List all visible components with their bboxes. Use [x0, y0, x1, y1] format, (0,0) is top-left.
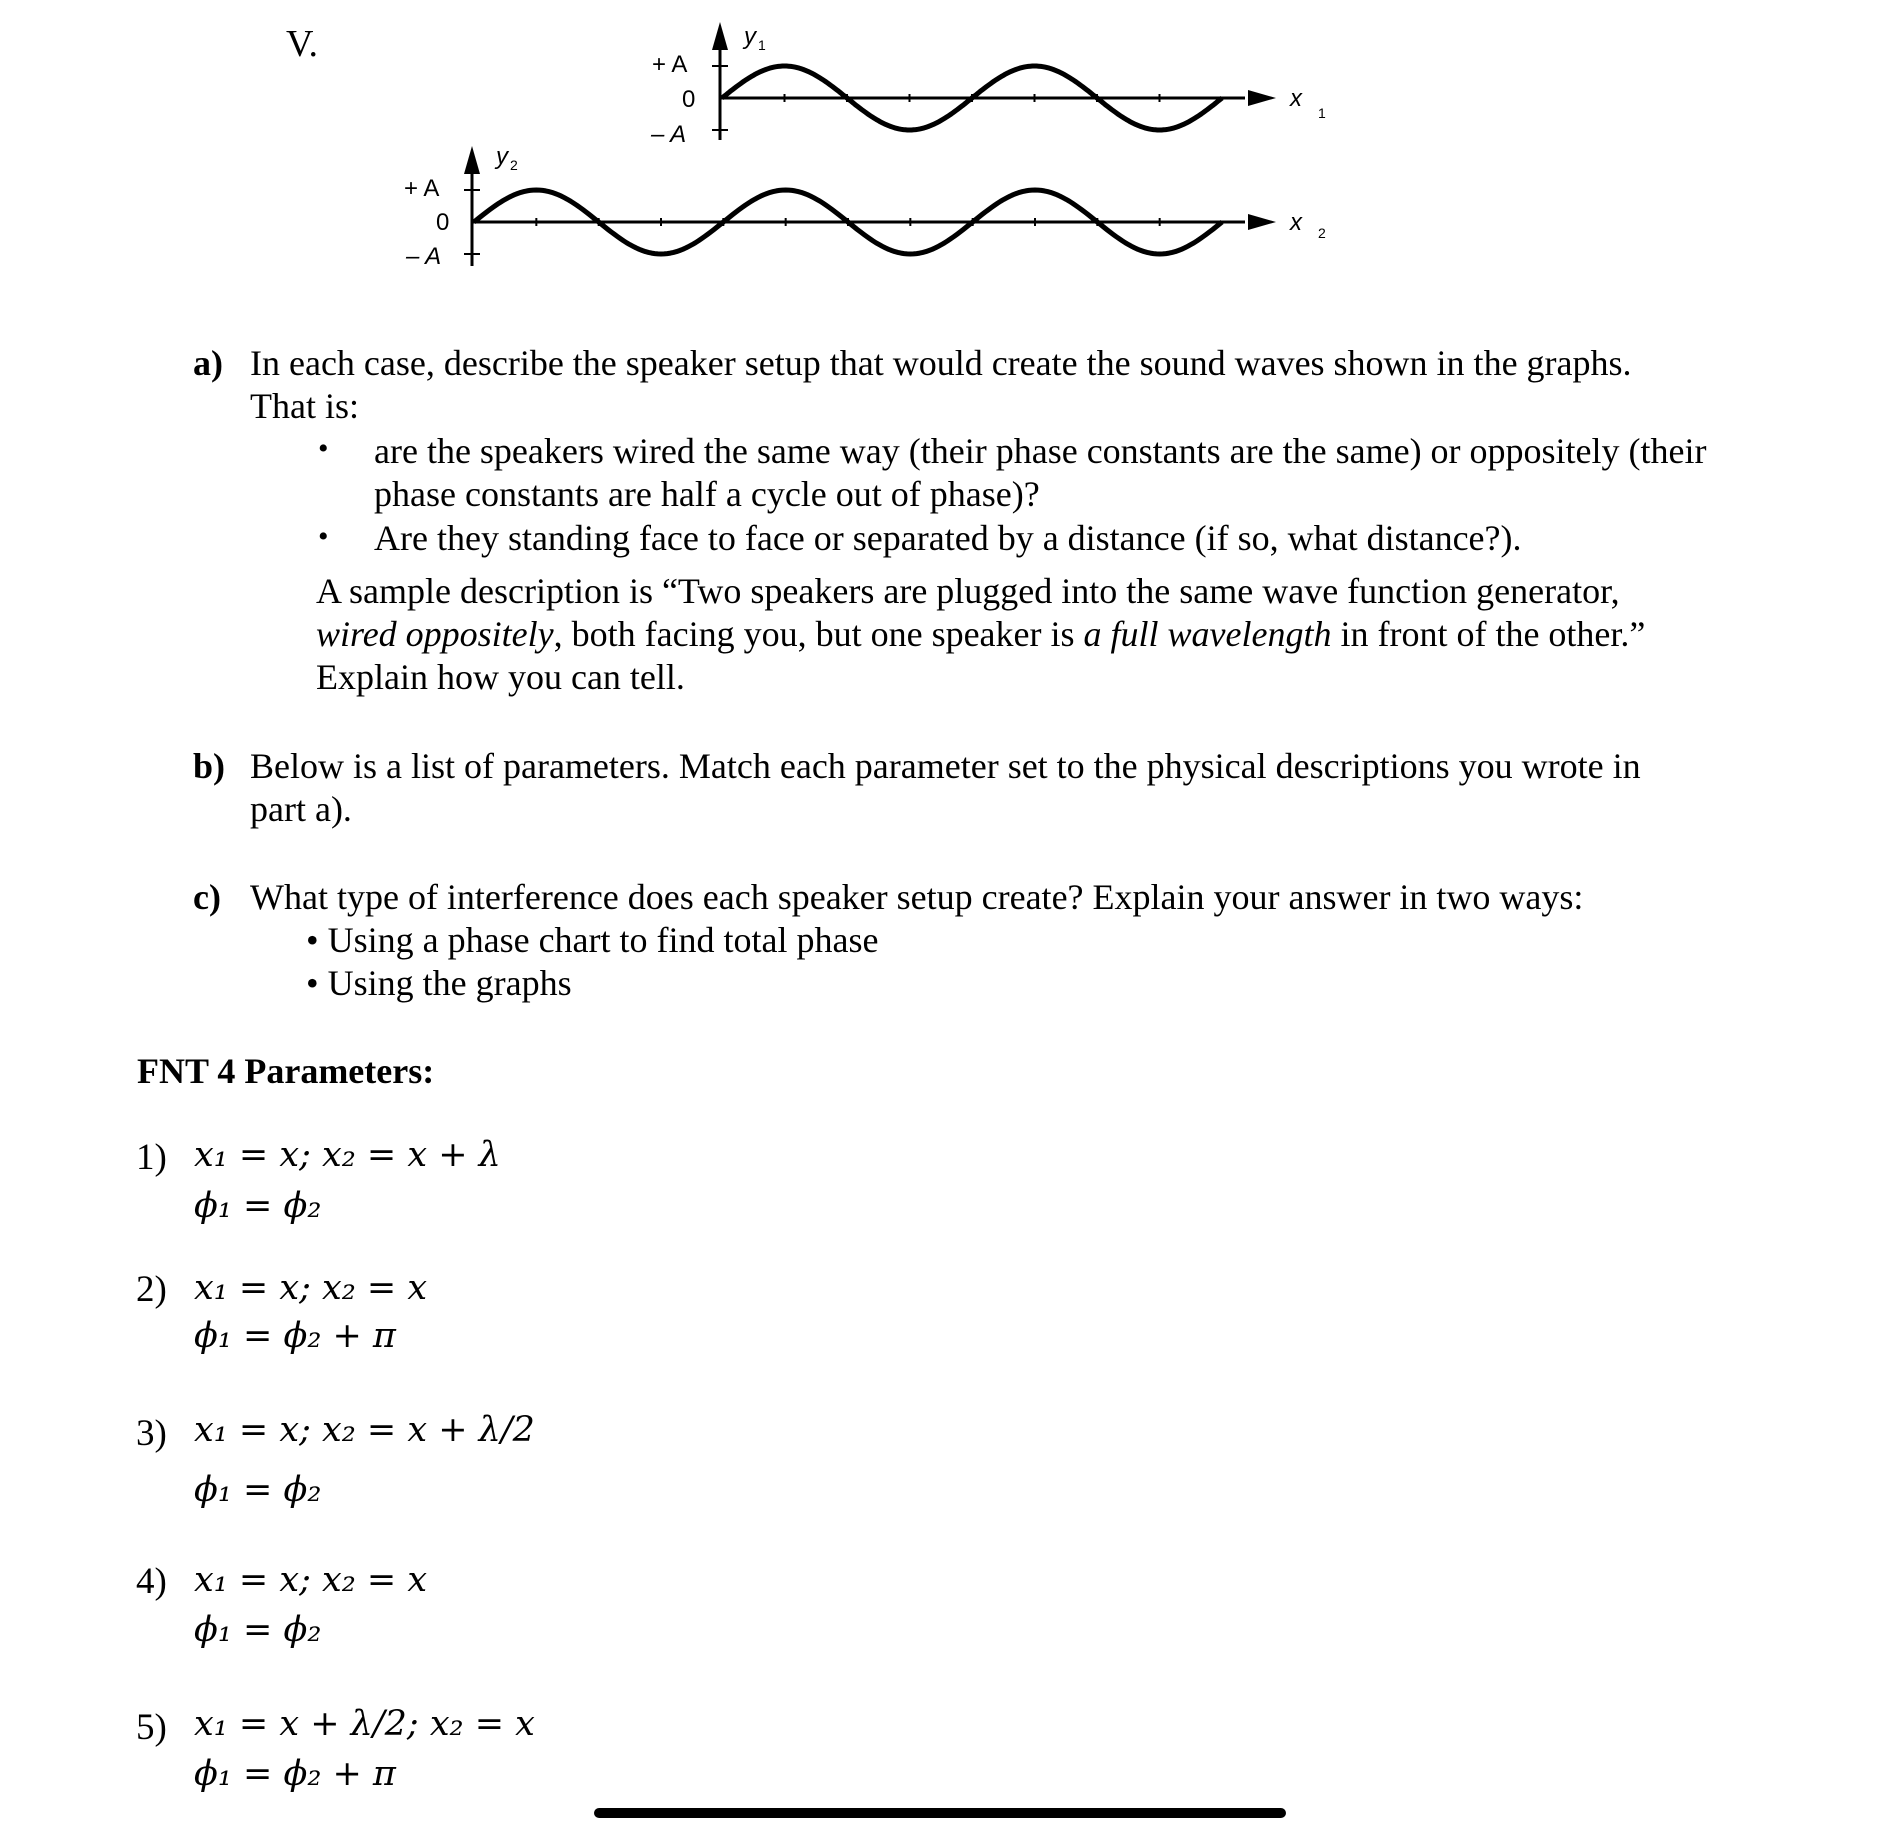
- graph1-y-sub: 1: [758, 37, 766, 53]
- graph1-tick-bottom: – A: [651, 121, 687, 148]
- graph2-x-sub: 2: [1318, 225, 1326, 241]
- part-b-line1: Below is a list of parameters. Match each parameter set to the physical descriptions you wrote in: [250, 746, 1641, 786]
- param-4-number: 4): [136, 1561, 167, 1602]
- graph2-y-label: y: [496, 143, 508, 170]
- graph1-tick-top: + A: [652, 51, 688, 78]
- graph1-x-arrow: [1248, 90, 1276, 106]
- part-c-line1: What type of interference does each speaker setup create? Explain your answer in two ways:: [250, 877, 1584, 917]
- graph1-x-label: x: [1290, 85, 1302, 112]
- param-3-number: 3): [136, 1413, 167, 1454]
- wave-graphs: [0, 0, 1885, 290]
- graph1-tick-zero: 0: [682, 86, 696, 113]
- part-b-label: b): [193, 746, 226, 786]
- param-4-phi-line: ϕ₁ = ϕ₂: [194, 1610, 322, 1650]
- graph1-y-arrow: [712, 22, 728, 50]
- part-a-line2: That is:: [250, 386, 359, 426]
- part-a-sample-line3: Explain how you can tell.: [316, 657, 685, 697]
- part-a-bullet-dot-1: •: [318, 432, 329, 465]
- part-c-bullet1-text: Using a phase chart to find total phase: [327, 920, 879, 960]
- part-c-bullet2: • Using the graphs: [306, 963, 572, 1003]
- param-1-phi-line: ϕ₁ = ϕ₂: [194, 1186, 322, 1226]
- graph2-y-arrow: [464, 146, 480, 174]
- param-2-phi-line: ϕ₁ = ϕ₂ + π: [194, 1316, 396, 1356]
- part-b-line2: part a).: [250, 789, 352, 829]
- graph2-tick-bottom: – A: [406, 243, 442, 270]
- graph2-tick-top: + A: [404, 175, 440, 202]
- part-a-bullet1-line2: phase constants are half a cycle out of phase)?: [374, 474, 1040, 514]
- params-heading: FNT 4 Parameters:: [137, 1051, 435, 1091]
- param-2-number: 2): [136, 1269, 167, 1310]
- part-c-bullet1: • Using a phase chart to find total phase: [306, 920, 879, 960]
- section-numeral: V.: [286, 23, 319, 65]
- part-c-bullet2-text: Using the graphs: [327, 963, 572, 1003]
- graph2-x-label: x: [1290, 209, 1302, 236]
- param-5-phi-line: ϕ₁ = ϕ₂ + π: [194, 1754, 396, 1794]
- param-1-x-line: x₁ = x; x₂ = x + λ: [194, 1135, 501, 1175]
- param-1-number: 1): [136, 1137, 167, 1178]
- graph2-tick-zero: 0: [436, 209, 450, 236]
- sample-emphasis-wired: wired oppositely: [316, 614, 554, 654]
- part-a-bullet-dot-2: •: [318, 520, 329, 553]
- part-a-bullet1-line1: are the speakers wired the same way (their phase constants are the same) or oppositely (their: [374, 431, 1707, 471]
- graph2-axes: [464, 146, 1276, 266]
- param-3-phi-line: ϕ₁ = ϕ₂: [194, 1470, 322, 1510]
- part-a-sample-line2: [316, 613, 1748, 656]
- part-a-line1: In each case, describe the speaker setup that would create the sound waves shown in the graphs.: [250, 343, 1632, 383]
- sample-post-text: in front of the other.”: [1331, 614, 1646, 654]
- graph2-y-sub: 2: [510, 157, 518, 173]
- param-3-x-line: x₁ = x; x₂ = x + λ/2: [194, 1410, 535, 1450]
- part-a-bullet2: Are they standing face to face or separated by a distance (if so, what distance?).: [374, 518, 1522, 558]
- param-4-x-line: x₁ = x; x₂ = x: [194, 1560, 428, 1600]
- graph1-x-sub: 1: [1318, 105, 1326, 121]
- graph2-x-arrow: [1248, 214, 1276, 230]
- home-indicator-bar[interactable]: [594, 1808, 1286, 1818]
- part-a-label: a): [193, 343, 223, 383]
- sample-emphasis-wavelength: a full wavelength: [1083, 614, 1332, 654]
- param-5-x-line: x₁ = x + λ/2; x₂ = x: [194, 1704, 535, 1744]
- sample-mid-text: , both facing you, but one speaker is: [553, 614, 1084, 654]
- part-a-sample-line1: A sample description is “Two speakers are plugged into the same wave function generator,: [316, 571, 1620, 611]
- graph1-y-label: y: [744, 23, 756, 50]
- param-5-number: 5): [136, 1707, 167, 1748]
- param-2-x-line: x₁ = x; x₂ = x: [194, 1268, 428, 1308]
- part-c-label: c): [193, 877, 221, 917]
